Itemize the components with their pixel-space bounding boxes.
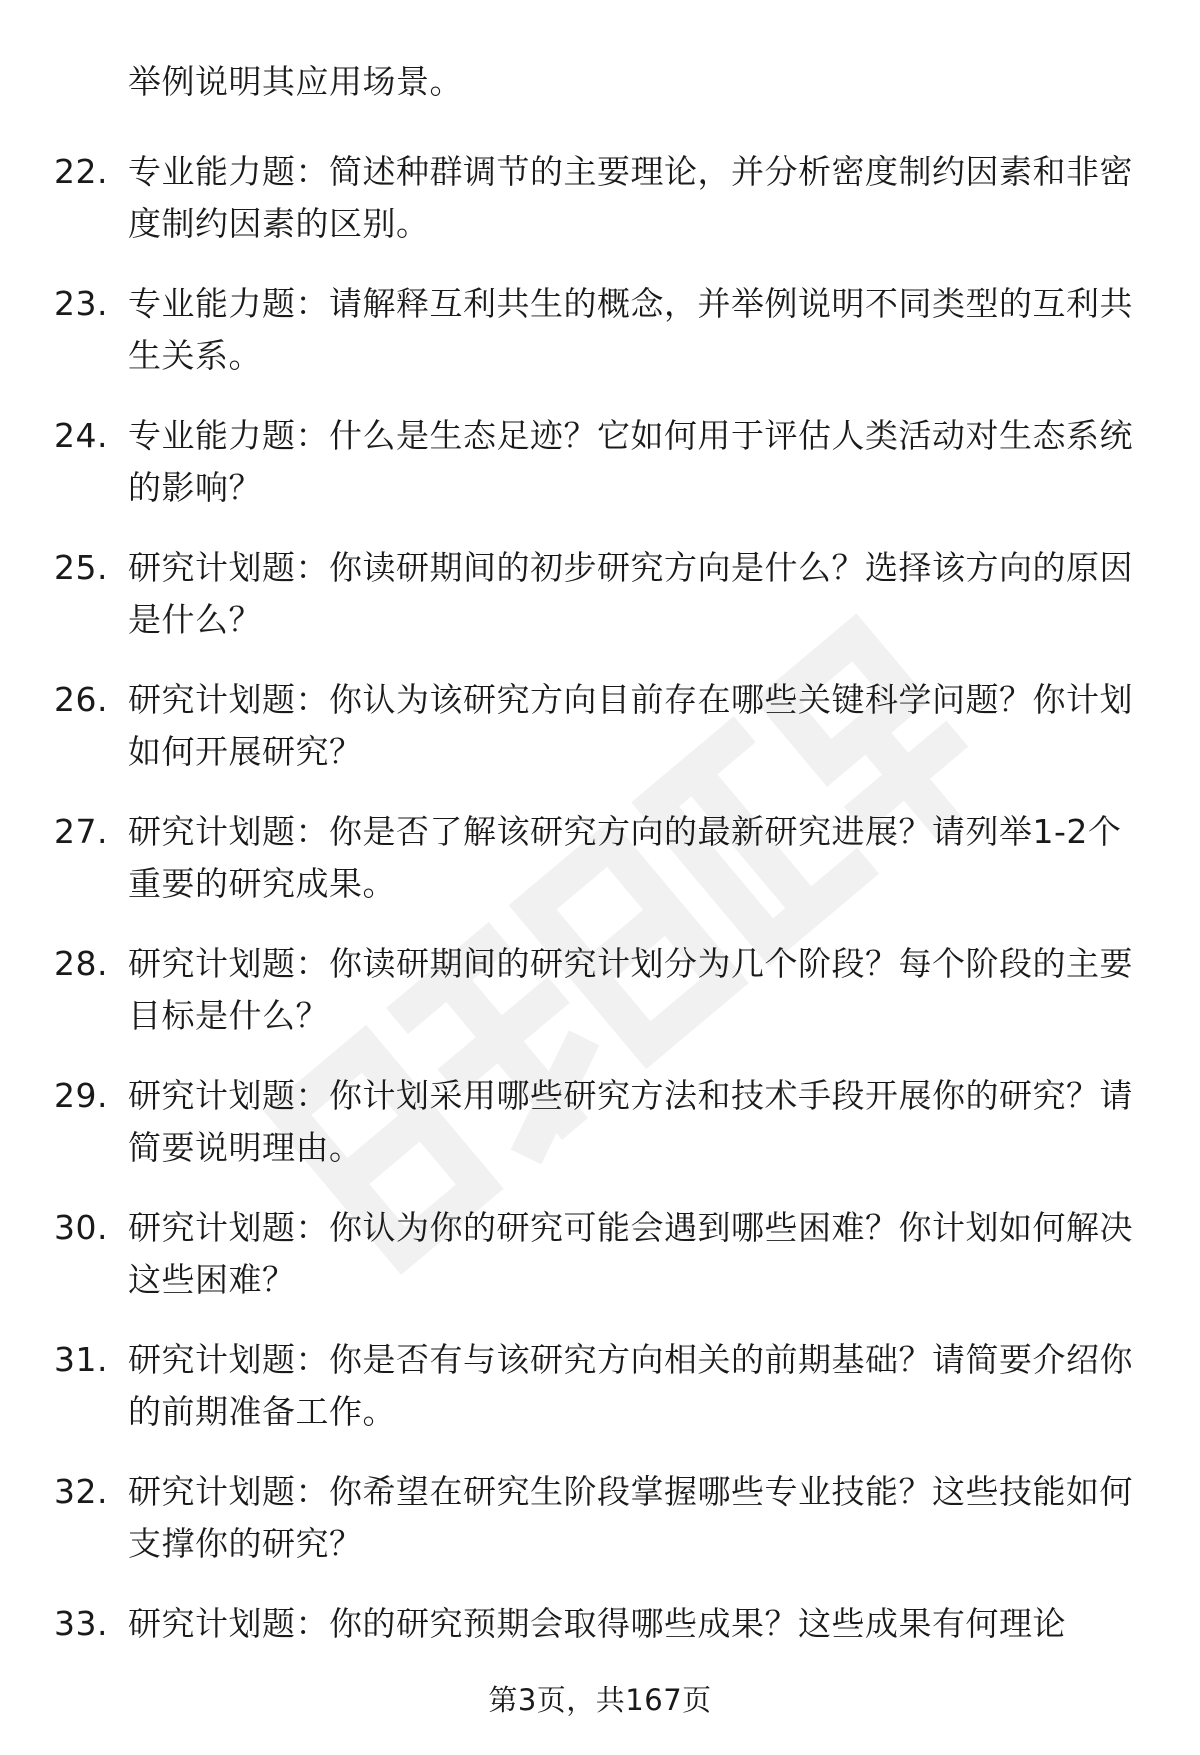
question-item (0, 938, 1200, 1070)
question-number: 29. (54, 1076, 108, 1115)
question-text: 研究计划题：你是否有与该研究方向相关的前期基础？请简要介绍你的前期准备工作。 (128, 1340, 1133, 1431)
question-number: 30. (54, 1208, 108, 1247)
question-text: 研究计划题：你读研期间的研究计划分为几个阶段？每个阶段的主要目标是什么？ (128, 944, 1133, 1035)
question-number: 32. (54, 1472, 108, 1511)
question-number: 23. (54, 284, 108, 323)
question-item (0, 1334, 1200, 1466)
question-text: 研究计划题：你的研究预期会取得哪些成果？这些成果有何理论 (128, 1604, 1066, 1643)
question-number: 22. (54, 152, 108, 191)
question-item (0, 1466, 1200, 1598)
question-text: 研究计划题：你认为该研究方向目前存在哪些关键科学问题？你计划如何开展研究？ (128, 680, 1133, 771)
question-number: 33. (54, 1604, 108, 1643)
continuation-text: 举例说明其应用场景。 (128, 62, 463, 101)
question-item (0, 410, 1200, 542)
question-text: 研究计划题：你是否了解该研究方向的最新研究进展？请列举1-2个重要的研究成果。 (128, 812, 1122, 903)
question-number: 28. (54, 944, 108, 983)
question-item (0, 674, 1200, 806)
question-item (0, 1070, 1200, 1202)
question-text: 研究计划题：你读研期间的初步研究方向是什么？选择该方向的原因是什么？ (128, 548, 1133, 639)
question-item (0, 1202, 1200, 1334)
question-number: 27. (54, 812, 108, 851)
question-number: 31. (54, 1340, 108, 1379)
question-number: 25. (54, 548, 108, 587)
question-text: 研究计划题：你计划采用哪些研究方法和技术手段开展你的研究？请简要说明理由。 (128, 1076, 1133, 1167)
page-footer: 第3页，共167页 (488, 1683, 712, 1717)
question-list (0, 146, 1200, 1730)
question-text: 专业能力题：简述种群调节的主要理论，并分析密度制约因素和非密度制约因素的区别。 (128, 152, 1133, 243)
question-item (0, 146, 1200, 278)
question-number: 24. (54, 416, 108, 455)
question-text: 专业能力题：请解释互利共生的概念，并举例说明不同类型的互利共生关系。 (128, 284, 1133, 375)
question-text: 专业能力题：什么是生态足迹？它如何用于评估人类活动对生态系统的影响？ (128, 416, 1133, 507)
question-item (0, 278, 1200, 410)
question-text: 研究计划题：你希望在研究生阶段掌握哪些专业技能？这些技能如何支撑你的研究？ (128, 1472, 1133, 1563)
question-number: 26. (54, 680, 108, 719)
question-item (0, 542, 1200, 674)
question-item (0, 806, 1200, 938)
question-text: 研究计划题：你认为你的研究可能会遇到哪些困难？你计划如何解决这些困难？ (128, 1208, 1133, 1299)
